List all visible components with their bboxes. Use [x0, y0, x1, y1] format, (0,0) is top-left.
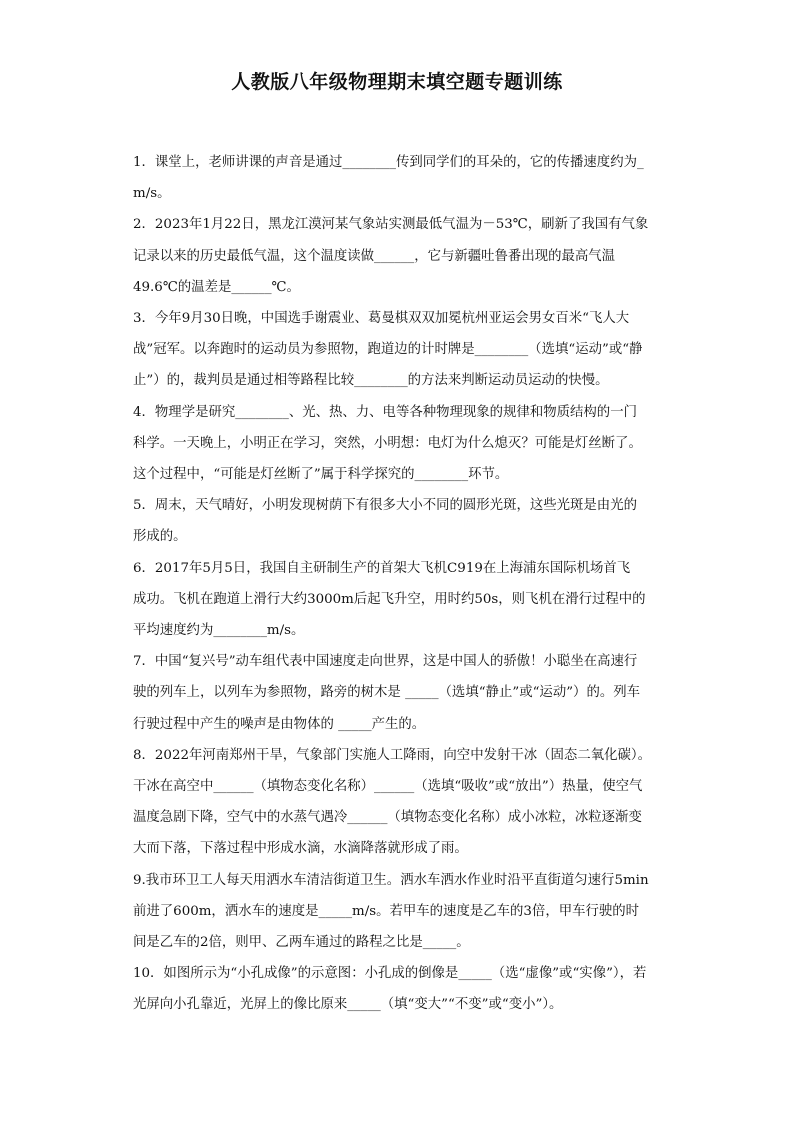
question-line: 9.我市环卫工人每天用洒水车清洁街道卫生。洒水车洒水作业时沿平直街道匀速行5min	[133, 872, 649, 888]
question-line: 6．2017年5月5日，我国自主研制生产的首架大飞机C919在上海浦东国际机场首飞	[133, 560, 631, 576]
question-line: 记录以来的历史最低气温，这个温度读做______，它与新疆吐鲁番出现的最高气温	[133, 248, 616, 264]
question-item	[133, 209, 669, 303]
question-line: 1．课堂上，老师讲课的声音是通过________传到同学们的耳朵的，它的传播速度约为_	[133, 155, 644, 170]
question-line: 科学。一天晚上，小明正在学习，突然，小明想：电灯为什么熄灭？可能是灯丝断了。	[133, 435, 642, 451]
question-line: 7．中国“复兴号”动车组代表中国速度走向世界，这是中国人的骄傲！小聪坐在高速行	[133, 654, 638, 670]
question-line: m/s。	[133, 186, 171, 202]
question-line: 4．物理学是研究________、光、热、力、电等各种物理现象的规律和物质结构的一门	[133, 404, 637, 420]
question-line: 49.6℃的温差是______℃。	[133, 279, 300, 295]
question-item	[133, 958, 669, 1020]
question-line: 5．周末，天气晴好，小明发现树荫下有很多大小不同的圆形光斑，这些光斑是由光的	[133, 498, 637, 514]
question-line: 大而下落，下落过程中形成水滴，水滴降落就形成了雨。	[133, 841, 468, 857]
question-line: 3．今年9月30日晚，中国选手谢震业、葛曼棋双双加冕杭州亚运会男女百米“飞人大	[133, 311, 630, 327]
question-line: 平均速度约为________m/s。	[133, 623, 305, 639]
question-item	[133, 553, 669, 647]
question-line: 止”）的，裁判员是通过相等路程比较________的方法来判断运动员运动的快慢。	[133, 373, 609, 389]
question-line: 形成的。	[133, 529, 187, 545]
question-line: 干冰在高空中______（填物态变化名称）______（选填“吸收”或“放出”）热量，使空气	[133, 779, 643, 795]
question-line: 成功。飞机在跑道上滑行大约3000m后起飞升空，用时约50s，则飞机在滑行过程中的	[133, 591, 646, 607]
question-item	[133, 303, 669, 397]
document-title: 人教版八年级物理期末填空题专题训练	[231, 71, 563, 93]
question-item	[133, 490, 669, 552]
question-line: 这个过程中，“可能是灯丝断了”属于科学探究的________环节。	[133, 467, 509, 483]
question-line: 光屏向小孔靠近，光屏上的像比原来_____（填“变大”“不变”或“变小”）。	[133, 997, 563, 1013]
question-item	[133, 865, 669, 959]
question-line: 行驶过程中产生的噪声是由物体的 _____产生的。	[133, 716, 426, 732]
question-line: 2．2023年1月22日，黑龙江漠河某气象站实测最低气温为－53℃，刷新了我国有气象	[133, 217, 649, 233]
question-item	[133, 397, 669, 491]
question-line: 驶的列车上，以列车为参照物，路旁的树木是 _____（选填“静止”或“运动”）的。列车	[133, 685, 641, 701]
question-item	[133, 646, 669, 740]
question-item	[133, 740, 669, 865]
question-line: 10．如图所示为“小孔成像”的示意图：小孔成的倒像是_____（选“虚像”或“实像”），若	[133, 966, 647, 982]
question-item	[133, 147, 669, 209]
question-line: 温度急剧下降，空气中的水蒸气遇冷______（填物态变化名称）成小冰粒，冰粒逐渐变	[133, 810, 642, 826]
question-line: 间是乙车的2倍，则甲、乙两车通过的路程之比是_____。	[133, 935, 470, 951]
question-line: 8．2022年河南郑州干旱，气象部门实施人工降雨，向空中发射干冰（固态二氧化碳）。	[133, 747, 651, 763]
question-line: 前进了600m，洒水车的速度是_____m/s。若甲车的速度是乙车的3倍，甲车行驶的时	[133, 903, 640, 919]
question-list	[133, 147, 669, 1021]
question-line: 战”冠军。以奔跑时的运动员为参照物，跑道边的计时牌是________（选填“运动”或“静	[133, 342, 643, 358]
